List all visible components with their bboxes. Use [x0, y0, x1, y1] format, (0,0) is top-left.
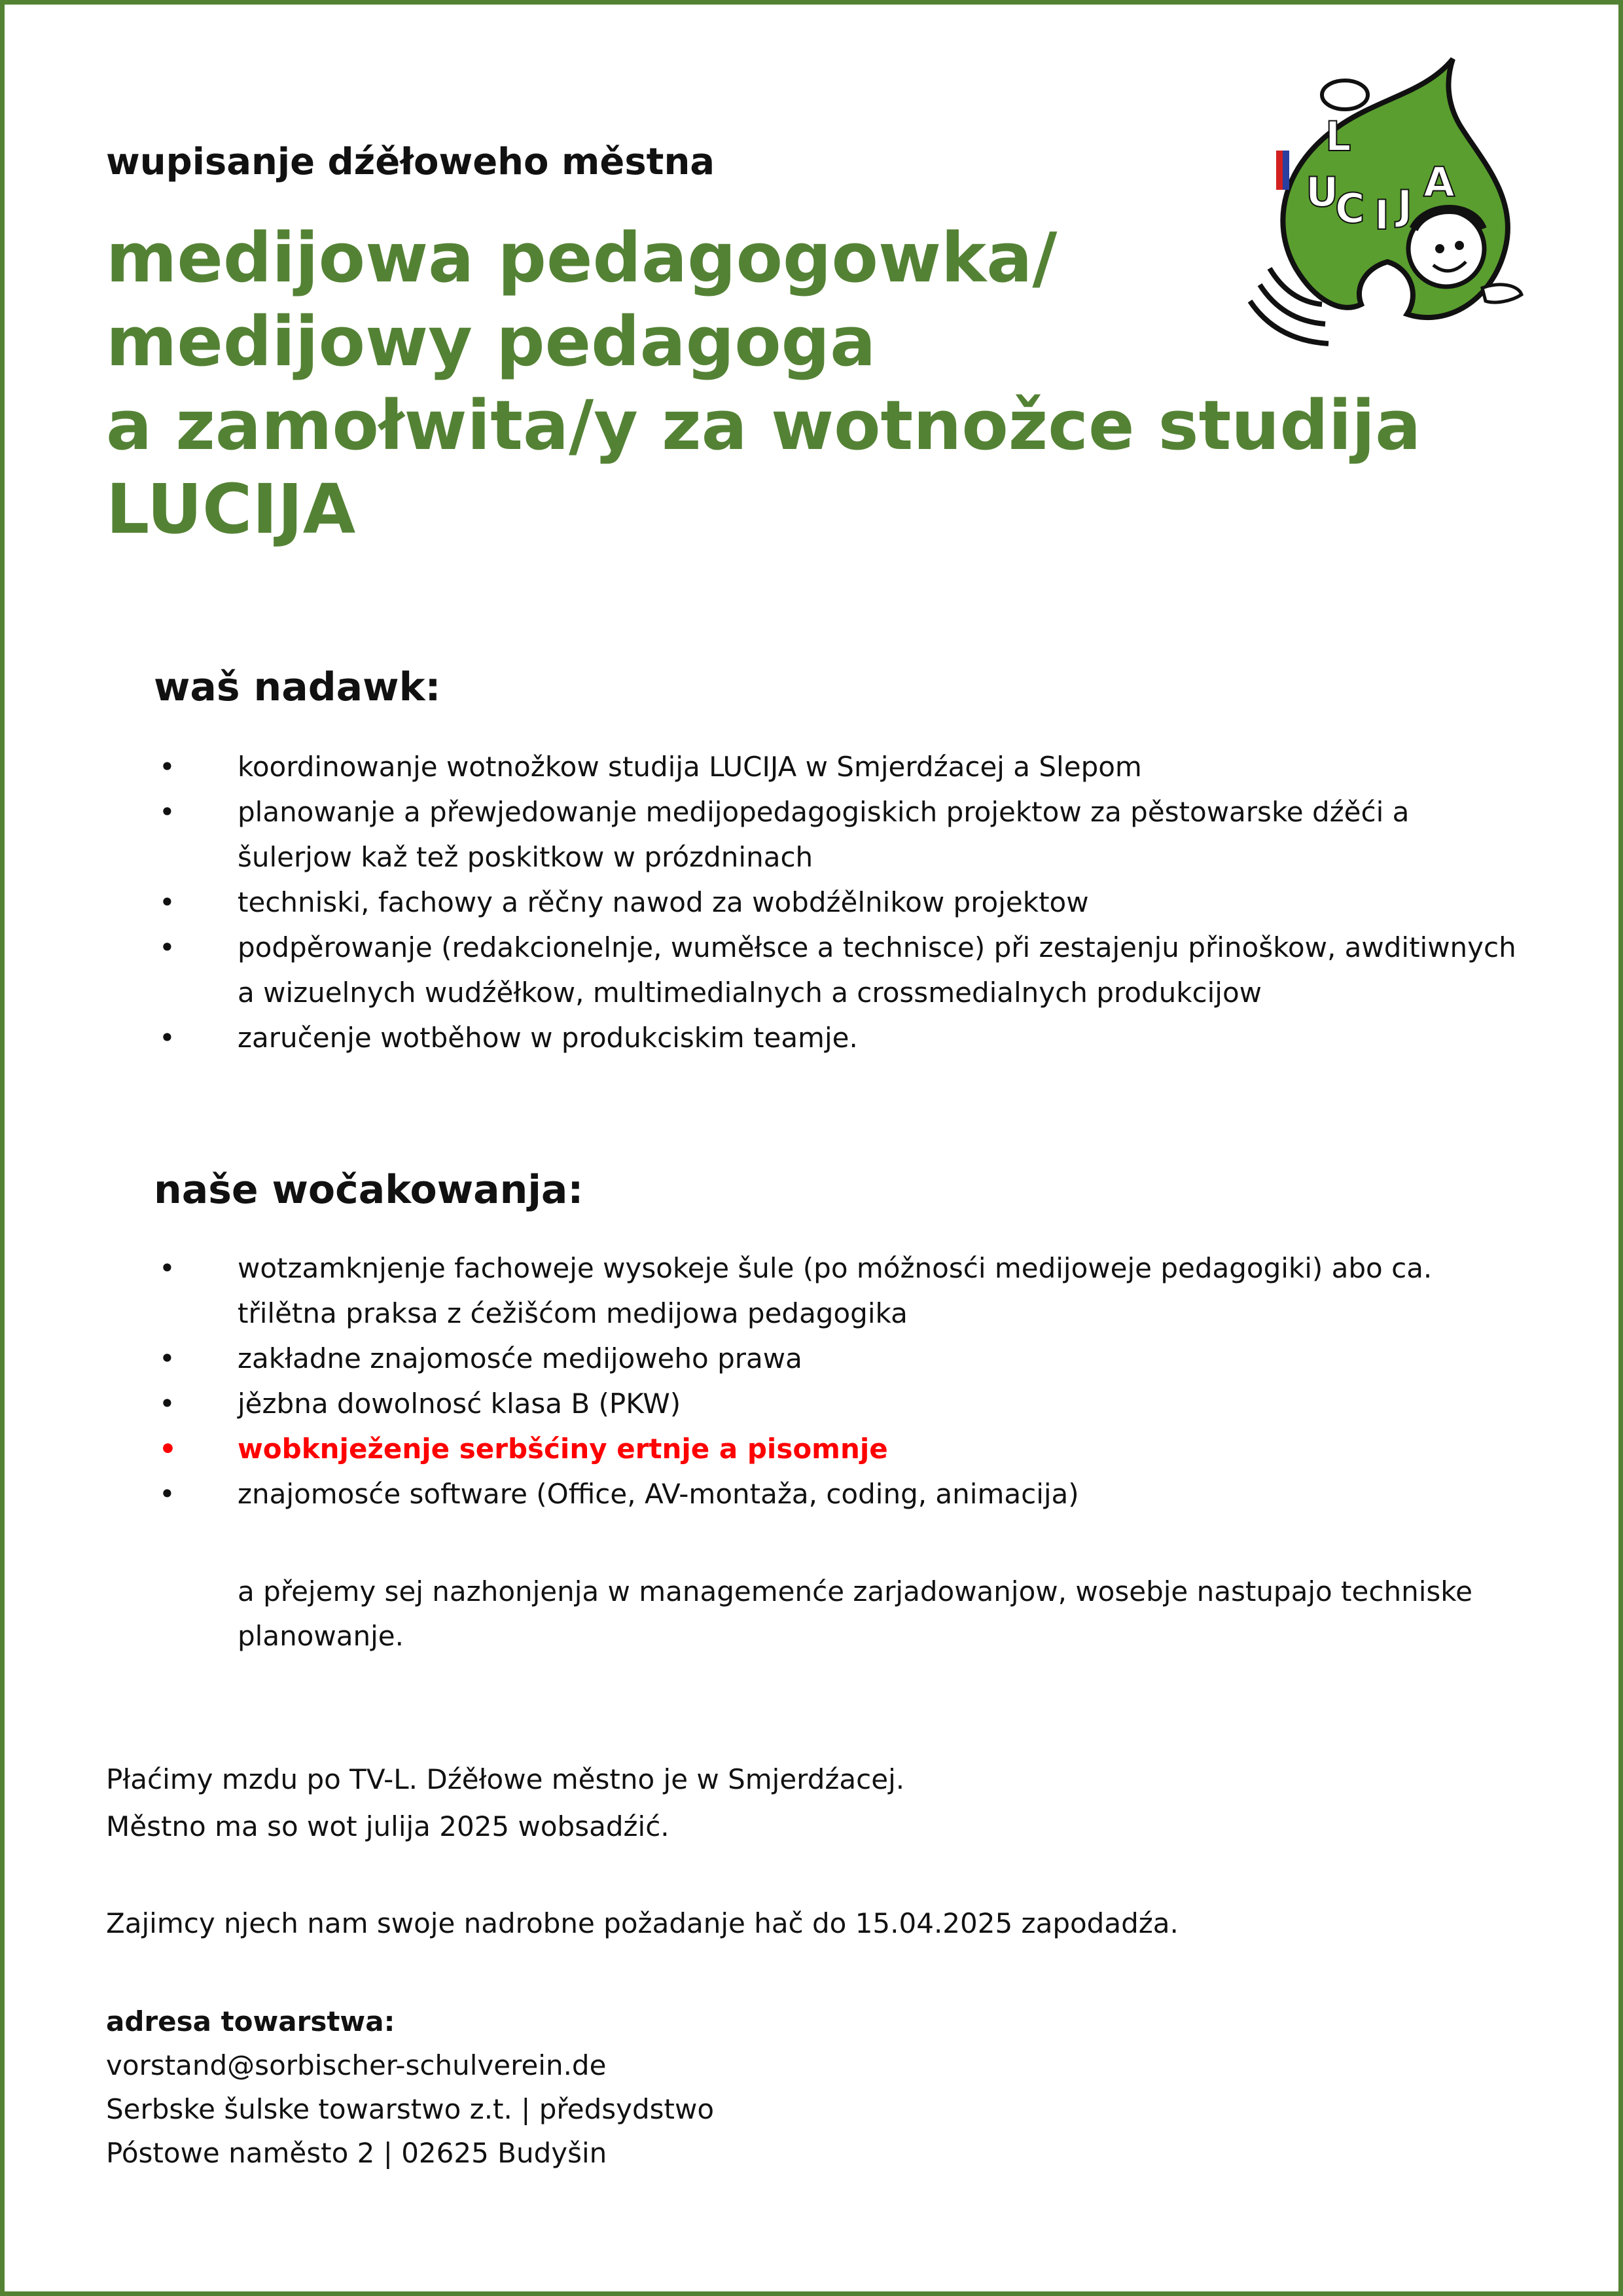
job-title-line: a zamołwita/y za wotnožce studija — [106, 386, 1421, 465]
svg-text:L: L — [1325, 113, 1351, 160]
expectations-list — [154, 1246, 1528, 1516]
lucija-logo — [1230, 52, 1531, 353]
start-date-line: Městno ma so wot julija 2025 wobsadźić. — [106, 1810, 669, 1842]
character-hand — [1482, 285, 1522, 302]
contact-email[interactable]: vorstand@sorbischer-schulverein.de — [106, 2049, 607, 2081]
svg-text:J: J — [1397, 181, 1413, 229]
contact-address: Póstowe naměsto 2 | 02625 Budyšin — [106, 2137, 607, 2169]
expectations-heading: naše wočakowanja: — [154, 1167, 584, 1213]
tasks-list — [154, 744, 1528, 1060]
job-title-line: medijowy pedagoga — [106, 302, 876, 382]
list-item: • jězbna dowolnosć klasa B (PKW) — [159, 1388, 681, 1420]
expectations-note: a přejemy sej nazhonjenja w managemenće zarjadowanjow, wosebje nastupajo techniske planowanje. — [238, 1575, 1472, 1652]
contact-organization: Serbske šulske towarstwo z.t. | předsydstwo — [106, 2093, 715, 2125]
document-subtitle: wupisanje dźěłoweho městna — [106, 141, 715, 183]
list-item: • planowanje a přewjedowanje medijopedagogiskich projektow za pěstowarske dźěći a šulerjow kaž tež poskitkow w prózdninach — [159, 796, 1410, 873]
svg-text:A: A — [1423, 158, 1455, 206]
list-item: • zaručenje wotběhow w produkciskim teamje. — [159, 1022, 858, 1054]
job-title — [106, 216, 1421, 551]
list-item: • wotzamknjenje fachoweje wysokeje šule (po móžnosći medijoweje pedagogiki) abo ca. třilětna praksa z ćežišćom medijowa pedagogika — [159, 1252, 1433, 1329]
list-item: • techniski, fachowy a rěčny nawod za wobdźělnikow projektow — [159, 886, 1089, 918]
job-title-line: medijowa pedagogowka/ — [106, 218, 1058, 298]
svg-text:C: C — [1335, 185, 1365, 232]
character-foot — [1322, 81, 1368, 109]
list-item: • podpěrowanje (redakcionelnje, wuměłsce a technisce) při zestajenju přinoškow, awditiwnych a wizuelnych wudźěłkow, multimedialnych a crossmedialnych produkcijow — [159, 931, 1516, 1009]
list-item: • zakładne znajomosće medijoweho prawa — [159, 1342, 802, 1374]
list-item-highlight: • wobknježenje serbšćiny ertnje a pisomnje — [159, 1433, 888, 1465]
tasks-heading: waš nadawk: — [154, 664, 441, 710]
svg-text:U: U — [1306, 168, 1339, 216]
list-item: • znajomosće software (Office, AV-montaža, coding, animacija) — [159, 1478, 1079, 1510]
contact-heading: adresa towarstwa: — [106, 2005, 395, 2037]
payment-line: Płaćimy mzdu po TV-L. Dźěłowe městno je w Smjerdźacej. — [106, 1763, 905, 1795]
application-deadline: Zajimcy njech nam swoje nadrobne požadanje hač do 15.04.2025 zapodadźa. — [106, 1907, 1179, 1939]
list-item: • koordinowanje wotnožkow studija LUCIJA w Smjerdźacej a Slepom — [159, 751, 1142, 783]
job-title-line: LUCIJA — [106, 469, 356, 549]
svg-text:I: I — [1374, 191, 1390, 239]
